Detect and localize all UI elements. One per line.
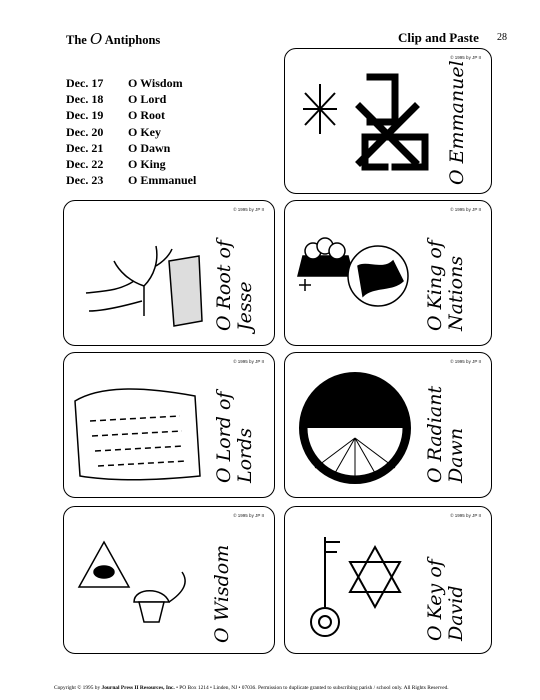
page-title: The O Antiphons [66,30,161,48]
card-copyright: © 1995 by JP II [233,513,264,518]
card-caption: O Emmanuel [446,60,468,185]
card-copyright: © 1995 by JP II [450,359,481,364]
card-emmanuel[interactable] [284,48,492,194]
card-caption: O Lord of Lords [213,391,256,483]
card-king-of-nations[interactable] [284,200,492,346]
schedule-row: Dec. 22 O King [66,157,166,172]
card-copyright: © 1995 by JP II [233,207,264,212]
schedule-row: Dec. 20 O Key [66,124,161,139]
card-caption: O Key of David [424,559,467,641]
eye-lamp-icon [74,532,204,642]
page-number: 28 [497,32,507,43]
card-copyright: © 1995 by JP II [450,55,481,60]
star-burst-icon [295,79,345,139]
schedule-row: Dec. 21 O Dawn [66,140,171,155]
card-lord-of-lords[interactable] [63,352,275,498]
card-caption: O Wisdom [211,544,233,643]
card-copyright: © 1995 by JP II [450,513,481,518]
card-copyright: © 1995 by JP II [450,207,481,212]
card-caption: O Root of Jesse [213,240,256,331]
tree-root-icon [74,231,204,331]
card-radiant-dawn[interactable] [284,352,492,498]
card-key-of-david[interactable] [284,506,492,654]
antiphon-schedule [66,75,196,188]
schedule-row: Dec. 18 O Lord [66,92,167,107]
tablets-icon [70,381,210,491]
section-title: Clip and Paste [398,30,479,45]
card-copyright: © 1995 by JP II [233,359,264,364]
schedule-row: Dec. 17 O Wisdom [66,76,183,90]
card-caption: O King of Nations [424,240,467,331]
key-star-icon [295,527,425,647]
card-root-of-jesse[interactable] [63,200,275,346]
card-wisdom[interactable] [63,506,275,654]
title-o: O [89,30,103,48]
footer-copyright: Copyright © 1995 by Journal Press II Resources, Inc. • PO Box 1214 • Linden, NJ • 07036. Permission to duplicate granted to subscribing parish / school only. All Rights Reserved. [54,685,449,691]
crown-globe-icon [293,231,413,321]
schedule-row: Dec. 19 O Root [66,108,165,123]
schedule-row: Dec. 23 O Emmanuel [66,173,197,188]
sunrise-icon [295,368,415,488]
chi-rho-icon [355,67,435,177]
card-caption: O Radiant Dawn [424,385,467,483]
